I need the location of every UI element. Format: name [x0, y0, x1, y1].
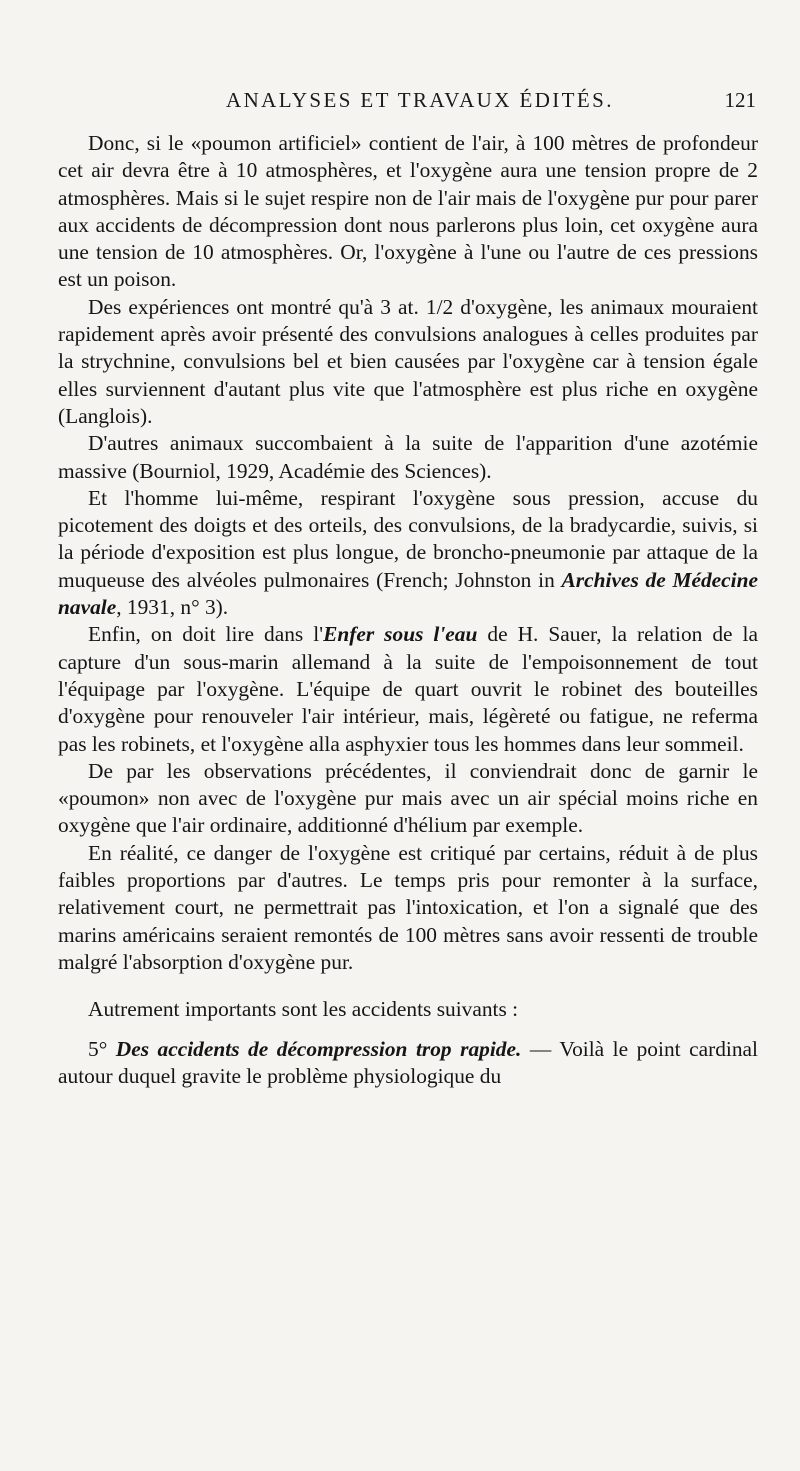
paragraph-5 [58, 621, 758, 757]
paragraph-8: Autrement importants sont les accidents suivants : [88, 997, 519, 1022]
section-5 [58, 1036, 758, 1091]
page-number: 121 [724, 88, 756, 112]
paragraph-6: De par les observations précédentes, il conviendrait donc de garnir le «poumon» non avec de l'oxygène pur mais avec un air spécial moins riche en oxygène que l'air ordinaire, additionné d'hélium par exemple. [58, 758, 758, 838]
running-title: ANALYSES ET TRAVAUX ÉDITÉS. [226, 88, 614, 112]
article-body [58, 130, 758, 1090]
section-text: — Voilà le point cardinal autour duquel gravite le problème physiologique du [58, 1036, 758, 1088]
page-header [58, 88, 758, 124]
paragraph-4-text-a: Et l'homme lui-même, respirant l'oxygène sous pression, accuse du picotement des doigts et des orteils, des convulsions, de la bradycardie, suivis, si la période d'exposition est plus longue, de broncho-pneumonie par attaque de la muqueuse des alvéoles pulmonaires (French; Johnston in [58, 485, 758, 592]
book-title: Enfer sous l'eau [323, 622, 478, 647]
section-number: 5° [88, 1036, 116, 1061]
paragraph-5-text-b: de H. Sauer, la relation de la capture d'un sous-marin allemand à la suite de l'empoisonnement de tout l'équipage par l'oxygène. L'équipe de quart ouvrit le robinet des bouteilles d'oxygène pour renouveler l'air intérieur, mais, légèreté ou fatigue, ne referma pas les robinets, et l'oxygène alla asphyxier tous les hommes dans leur sommeil. [58, 622, 758, 756]
paragraph-5-text-a: Enfin, on doit lire dans l' [88, 622, 324, 647]
paragraph-4 [58, 485, 758, 621]
paragraph-3: D'autres animaux succombaient à la suite de l'apparition d'une azotémie massive (Bourniol, 1929, Académie des Sciences). [58, 431, 758, 483]
section-heading: Des accidents de décompression trop rapide. [115, 1036, 522, 1061]
paragraph-2: Des expériences ont montré qu'à 3 at. 1/2 d'oxygène, les animaux mouraient rapidement après avoir présenté des convulsions analogues à celles produites par la strychnine, convulsions bel et bien causées par l'oxygène car à tension égale elles surviennent d'autant plus vite que l'atmosphère est plus riche en oxygène (Langlois). [58, 294, 758, 428]
journal-title: Archives de Médecine navale [58, 567, 758, 620]
paragraph-7: En réalité, ce danger de l'oxygène est critiqué par certains, réduit à de plus faibles proportions par d'autres. Le temps pris pour remonter à la surface, relativement court, ne permettrait pas l'intoxication, et l'on a signalé que des marins américains seraient remontés de 100 mètres sans avoir ressenti de trouble malgré l'absorption d'oxygène pur. [58, 840, 758, 974]
paragraph-4-text-b: , 1931, n° 3). [116, 595, 229, 620]
paragraph-1: Donc, si le «poumon artificiel» contient de l'air, à 100 mètres de profondeur cet air devra être à 10 atmosphères, et l'oxygène aura une tension propre de 2 atmosphères. Mais si le sujet respire non de l'air mais de l'oxygène pur pour parer aux accidents de décompression dont nous parlerons plus loin, cet oxygène aura une tension de 10 atmosphères. Or, l'oxygène à l'une ou l'autre de ces pressions est un poison. [58, 131, 758, 292]
